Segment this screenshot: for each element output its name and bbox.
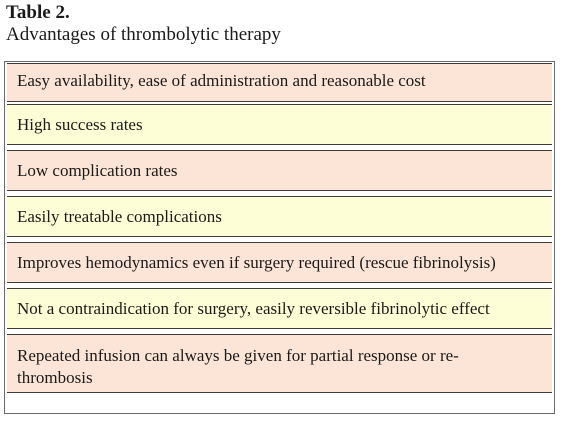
table-row — [7, 63, 552, 102]
table-cell: Repeated infusion can always be given for partial response or re-thrombosis — [17, 346, 459, 387]
table-row — [7, 150, 552, 191]
table-row — [7, 196, 552, 237]
table-caption-label: Table 2. — [6, 2, 70, 23]
table-cell: Easily treatable complications — [17, 206, 222, 226]
table-cell: High success rates — [17, 114, 143, 134]
table-cell: Low complication rates — [17, 160, 178, 180]
table-cell: Not a contraindication for surgery, easily reversible fibrinolytic effect — [17, 298, 490, 318]
table-row — [7, 104, 552, 145]
table-caption-title: Advantages of thrombolytic therapy — [6, 24, 281, 45]
table-cell: Easy availability, ease of administration and reasonable cost — [17, 71, 426, 90]
table-row — [7, 288, 552, 329]
advantages-table — [4, 61, 555, 414]
table-row — [7, 242, 552, 283]
table-row — [7, 334, 552, 393]
table-cell: Improves hemodynamics even if surgery required (rescue fibrinolysis) — [17, 252, 496, 272]
